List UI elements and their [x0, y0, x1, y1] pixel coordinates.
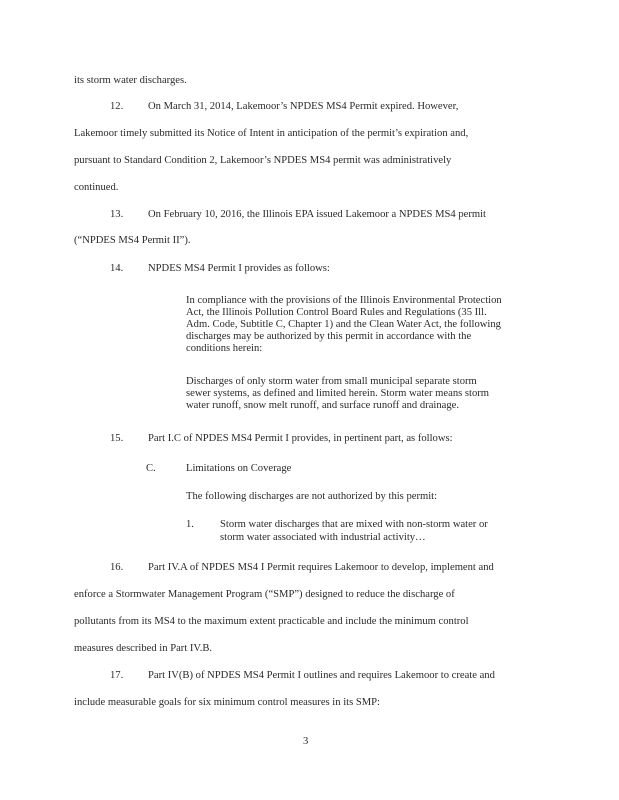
quote-line: Discharges of only storm water from small municipal separate storm	[186, 376, 477, 387]
quote-line: In compliance with the provisions of the Illinois Environmental Protection	[186, 295, 502, 306]
text-line: Limitations on Coverage	[186, 463, 292, 474]
quote-line: water runoff, snow melt runoff, and surface runoff and drainage.	[186, 400, 459, 411]
text-line: pursuant to Standard Condition 2, Lakemoor’s NPDES MS4 permit was administratively	[74, 155, 452, 166]
text-line: continued.	[74, 182, 119, 193]
text-line: Part IV(B) of NPDES MS4 Permit I outlines and requires Lakemoor to create and	[148, 670, 495, 681]
sub-label: 1.	[186, 519, 194, 530]
text-line: include measurable goals for six minimum control measures in its SMP:	[74, 697, 380, 708]
paragraph-number: 17.	[110, 670, 124, 681]
text-line: (“NPDES MS4 Permit II”).	[74, 235, 191, 246]
paragraph-number: 15.	[110, 433, 124, 444]
text-line: NPDES MS4 Permit I provides as follows:	[148, 263, 330, 274]
text-line: storm water associated with industrial activity…	[220, 532, 426, 543]
quote-line: sewer systems, as defined and limited herein. Storm water means storm	[186, 388, 490, 399]
text-line: Storm water discharges that are mixed with non-storm water or	[220, 519, 488, 530]
text-line: On February 10, 2016, the Illinois EPA issued Lakemoor a NPDES MS4 permit	[148, 209, 487, 220]
text-line: enforce a Stormwater Management Program (“SMP”) designed to reduce the discharge of	[74, 589, 455, 600]
page-number: 3	[303, 736, 309, 747]
text-line: measures described in Part IV.B.	[74, 643, 213, 654]
paragraph-number: 13.	[110, 209, 124, 220]
quote-line: Act, the Illinois Pollution Control Board Rules and Regulations (35 Ill.	[186, 307, 487, 318]
paragraph-number: 14.	[110, 263, 124, 274]
text-line: On March 31, 2014, Lakemoor’s NPDES MS4 Permit expired. However,	[148, 101, 459, 112]
text-line: Part IV.A of NPDES MS4 I Permit requires Lakemoor to develop, implement and	[148, 562, 494, 573]
paragraph-number: 16.	[110, 562, 124, 573]
text-line: its storm water discharges.	[74, 75, 187, 86]
text-line: Lakemoor timely submitted its Notice of Intent in anticipation of the permit’s expiration and,	[74, 128, 469, 139]
sub-label: C.	[146, 463, 156, 474]
quote-line: Adm. Code, Subtitle C, Chapter 1) and the Clean Water Act, the following	[186, 319, 501, 330]
text-line: Part I.C of NPDES MS4 Permit I provides, in pertinent part, as follows:	[148, 433, 453, 444]
quote-line: discharges may be authorized by this permit in accordance with the	[186, 331, 472, 342]
quote-line: conditions herein:	[186, 343, 263, 354]
text-line: The following discharges are not authorized by this permit:	[186, 491, 438, 502]
text-line: pollutants from its MS4 to the maximum extent practicable and include the minimum control	[74, 616, 469, 627]
paragraph-number: 12.	[110, 101, 124, 112]
